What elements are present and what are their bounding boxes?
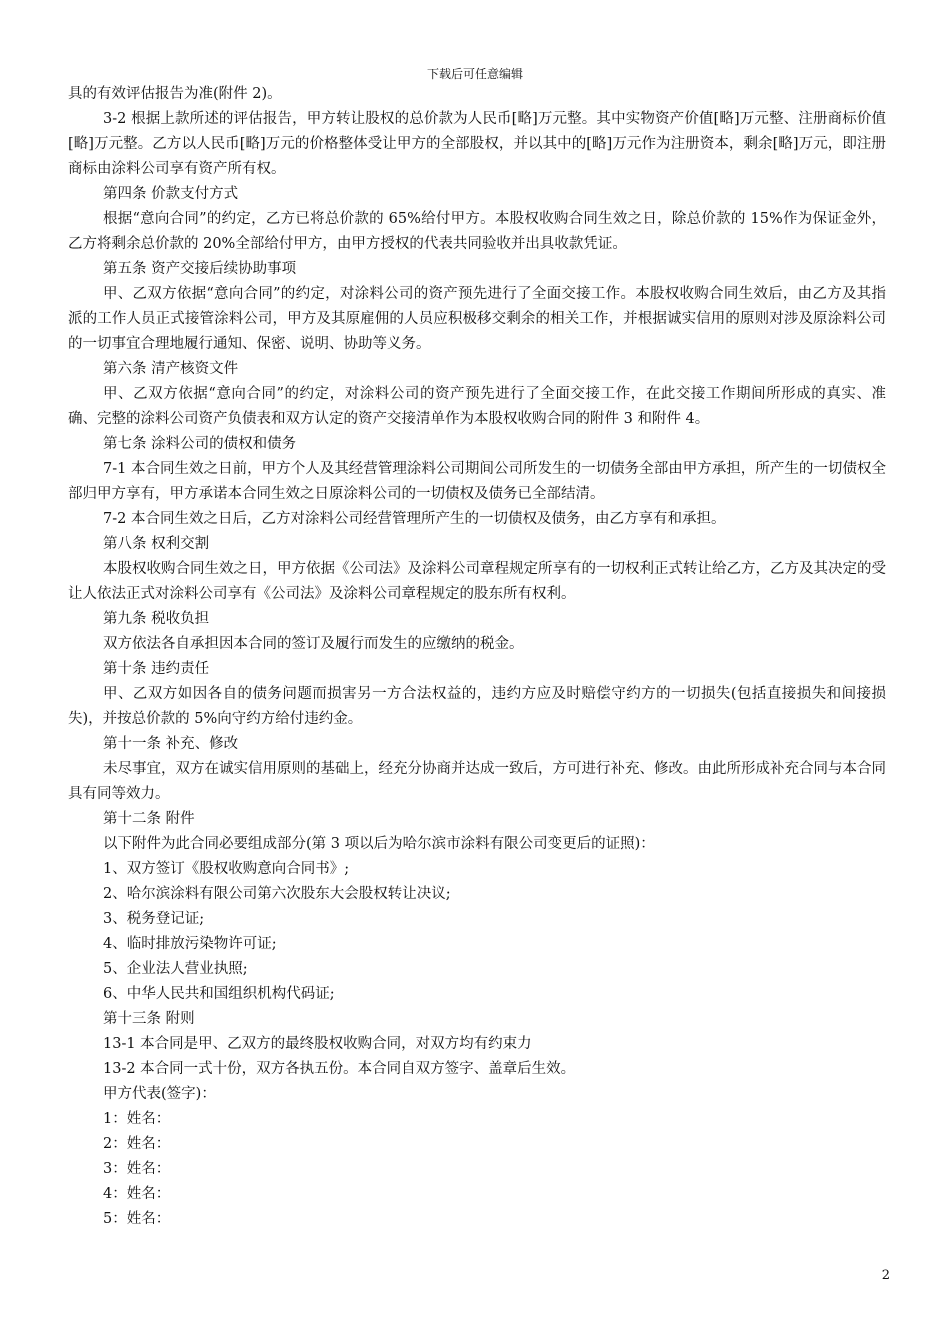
paragraph: 以下附件为此合同必要组成部分(第 3 项以后为哈尔滨市涂料有限公司变更后的证照)： <box>103 836 655 852</box>
paragraph: 13-1 本合同是甲、乙双方的最终股权收购合同，对双方均有约束力 <box>103 1036 532 1052</box>
paragraph: 5、企业法人营业执照; <box>103 961 248 977</box>
paragraph: 7-1 本合同生效之日前，甲方个人及其经营管理涂料公司期间公司所发生的一切债务全部由甲方承担，所产生的一切债权全部归甲方享有，甲方承诺本合同生效之日原涂料公司的一切债权及债务已全部结清。 <box>68 461 886 502</box>
paragraph: 3-2 根据上款所述的评估报告，甲方转让股权的总价款为人民币[略]万元整。其中实物资产价值[略]万元整、注册商标价值[略]万元整。乙方以人民币[略]万元的价格整体受让甲方的全部股权，并以其中的[略]万元作为注册资本，剩余[略]万元，即注册商标由涂料公司享有资产所有权。 <box>68 111 886 177</box>
paragraph: 第九条 税收负担 <box>103 611 210 627</box>
paragraph: 第五条 资产交接后续协助事项 <box>103 261 297 277</box>
paragraph: 第八条 权利交割 <box>103 536 210 552</box>
paragraph: 13-2 本合同一式十份，双方各执五份。本合同自双方签字、盖章后生效。 <box>103 1061 576 1077</box>
paragraph: 1：姓名： <box>103 1111 171 1127</box>
paragraph: 具的有效评估报告为准(附件 2)。 <box>68 86 282 102</box>
paragraph: 第十三条 附则 <box>103 1011 195 1027</box>
paragraph: 第十条 违约责任 <box>103 661 210 677</box>
paragraph: 甲方代表(签字)： <box>103 1086 216 1102</box>
paragraph: 第十一条 补充、修改 <box>103 736 239 752</box>
page-number: 2 <box>881 1268 890 1283</box>
paragraph: 4、临时排放污染物许可证; <box>103 936 277 952</box>
paragraph: 4：姓名： <box>103 1186 171 1202</box>
paragraph: 本股权收购合同生效之日，甲方依据《公司法》及涂料公司章程规定所享有的一切权利正式转让给乙方，乙方及其决定的受让人依法正式对涂料公司享有《公司法》及涂料公司章程规定的股东所有权利。 <box>68 561 886 602</box>
paragraph: 甲、乙双方如因各自的债务问题而损害另一方合法权益的，违约方应及时赔偿守约方的一切损失(包括直接损失和间接损失)，并按总价款的 5%向守约方给付违约金。 <box>68 686 886 727</box>
paragraph: 甲、乙双方依据“意向合同”的约定，对涂料公司的资产预先进行了全面交接工作。本股权收购合同生效后，由乙方及其指派的工作人员正式接管涂料公司，甲方及其原雇佣的人员应积极移交剩余的相关工作，并根据诚实信用的原则对涉及原涂料公司的一切事宜合理地履行通知、保密、说明、协助等义务。 <box>68 286 886 352</box>
page-header: 下载后可任意编辑 <box>426 67 523 81</box>
paragraph: 2：姓名： <box>103 1136 171 1152</box>
paragraph: 双方依法各自承担因本合同的签订及履行而发生的应缴纳的税金。 <box>103 636 524 652</box>
paragraph: 3：姓名： <box>103 1161 171 1177</box>
paragraph: 第六条 清产核资文件 <box>103 361 239 377</box>
document-body <box>68 82 886 1232</box>
paragraph: 甲、乙双方依据“意向合同”的约定，对涂料公司的资产预先进行了全面交接工作，在此交接工作期间所形成的真实、准确、完整的涂料公司资产负债表和双方认定的资产交接清单作为本股权收购合同的附件 3 和附件 4。 <box>68 386 886 427</box>
paragraph: 3、税务登记证; <box>103 911 205 927</box>
paragraph: 2、哈尔滨涂料有限公司第六次股东大会股权转让决议; <box>103 886 451 902</box>
paragraph: 未尽事宜，双方在诚实信用原则的基础上，经充分协商并达成一致后，方可进行补充、修改。由此所形成补充合同与本合同具有同等效力。 <box>68 761 886 802</box>
paragraph: 5：姓名： <box>103 1211 171 1227</box>
paragraph: 7-2 本合同生效之日后，乙方对涂料公司经营管理所产生的一切债权及债务，由乙方享有和承担。 <box>103 511 726 527</box>
paragraph: 第四条 价款支付方式 <box>103 186 239 202</box>
paragraph: 1、双方签订《股权收购意向合同书》; <box>103 861 350 877</box>
paragraph: 第十二条 附件 <box>103 811 195 827</box>
paragraph: 根据“意向合同”的约定，乙方已将总价款的 65%给付甲方。本股权收购合同生效之日，除总价款的 15%作为保证金外，乙方将剩余总价款的 20%全部给付甲方，由甲方授权的代表共同验收并出具收款凭证。 <box>68 211 886 252</box>
paragraph: 第七条 涂料公司的债权和债务 <box>103 436 297 452</box>
paragraph: 6、中华人民共和国组织机构代码证; <box>103 986 335 1002</box>
